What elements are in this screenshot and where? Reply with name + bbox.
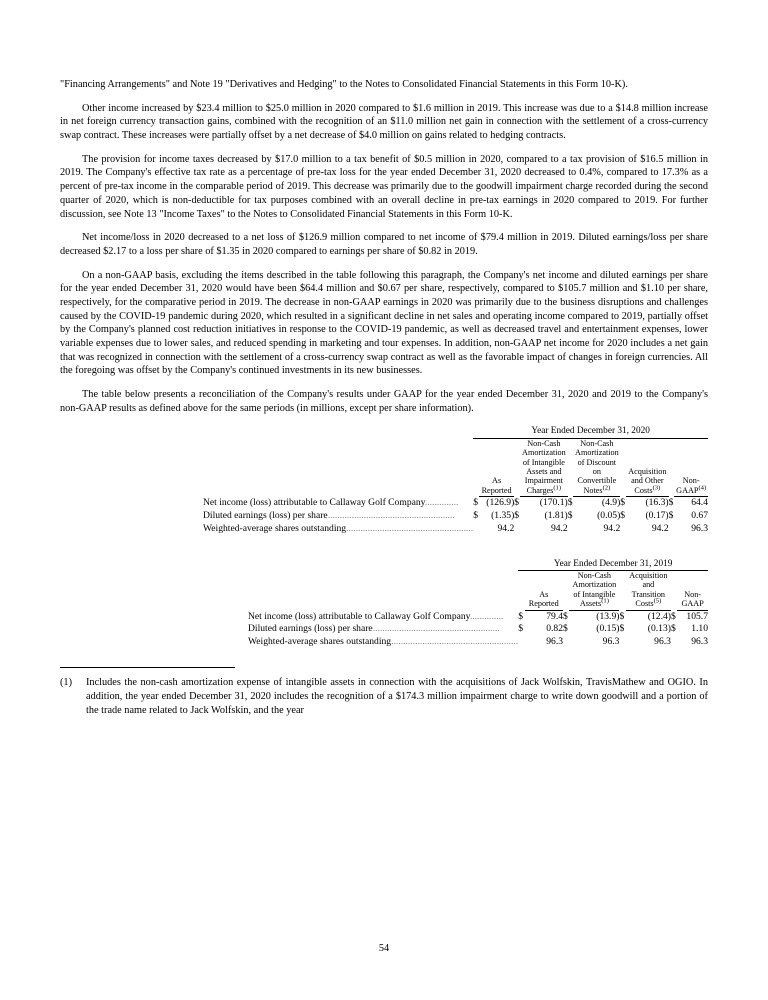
cell-value: 64.4 [691,497,708,509]
currency-symbol: $ [620,510,626,522]
currency-symbol: $ [668,497,674,509]
cell-value: (126.9) [486,497,515,509]
cell-value: (16.3) [645,497,669,509]
currency-symbol: $ [670,623,676,635]
cell-value: (0.13) [647,623,671,635]
currency-symbol: $ [473,510,479,522]
paragraph: The provision for income taxes decreased by $17.0 million to a tax benefit of $0.5 million in 2020, compared to a tax provision of $16.5 million in 2019. The Company's effective tax rate as a percentage of pre-tax loss for the year ended December 31, 2020 decreased to 0.4%, compared to 17.3% as a percent of pre-tax income in the comparable period of 2019. This decrease was primarily due to the goodwill impairment charge recorded during the second quarter of 2020, which is non-deductible for tax purposes combined with an overall decline in pre-tax earnings in 2020 compared to 2019. For further discussion, see Note 13 "Income Taxes" to the Notes to Consolidated Financial Statements in this Form 10-K. [60,153,708,220]
cell-value: (12.4) [647,610,671,622]
cell-value: 96.3 [602,636,620,648]
table-2020-column-header-row [203,438,708,497]
cell-value: 96.3 [691,636,708,648]
row-label: Diluted earnings (loss) per share..................................................... [203,510,455,522]
paragraph: "Financing Arrangements" and Note 19 "Derivatives and Hedging" to the Notes to Consolidated Financial Statements in this Form 10-K). [60,79,628,90]
col-header-noncash-amortization-discount: Non-Cash Amortization of Discount on Convertible Notes$^{(2)}$ [573,438,620,497]
table-row [203,497,708,510]
currency-symbol: $ [563,610,568,622]
table-row [203,510,708,523]
cell-value: (4.9) [601,497,621,509]
col-header-as-reported: As Reported [479,438,514,497]
footnote-text: Includes the non-cash amortization expense of intangible assets in connection with the acquisitions of Jack Wolfskin, TravisMathew and OGIO. In addition, the year ended December 31, 2020 includes the recognition of a $174.3 million impairment charge to write down goodwill and a portion of the trade name related to Jack Wolfskin, and the year [86,676,708,716]
paragraph: The table below presents a reconciliation of the Company's results under GAAP for the year ended December 31, 2020 and 2019 to the Company's non-GAAP results as defined above for the same periods (in millions, except per share information). [60,389,708,414]
cell-value: 94.2 [603,522,621,534]
table-2020-wrapper [203,425,708,535]
cell-value: (1.35) [491,510,515,522]
cell-value: 94.2 [550,522,568,534]
currency-symbol: $ [567,510,573,522]
footnote-marker: (1) [60,676,73,688]
cell-value: (1.81) [544,510,568,522]
row-label: Net income (loss) attributable to Callaway Golf Company.............. [248,610,504,622]
currency-symbol: $ [620,497,626,509]
table-2020-group-header-row [203,425,708,438]
reconciliation-tables [60,425,708,648]
footnote-divider [60,667,235,668]
col-header-as-reported: As Reported [525,570,564,610]
cell-value: 96.3 [691,522,708,534]
cell-value: 94.2 [497,522,515,534]
table-2019-column-header-row [248,570,708,610]
table-2019 [248,558,708,649]
table-2019-wrapper [248,558,708,649]
table-2020-group-header: Year Ended December 31, 2020 [473,425,708,438]
table-row [248,611,708,624]
cell-value: 96.3 [546,636,564,648]
table-row [248,623,708,636]
currency-symbol: $ [518,610,524,622]
cell-value: (0.17) [645,510,669,522]
cell-value: 0.82 [546,623,564,635]
row-label: Weighted-average shares outstanding..................................................... [203,522,474,534]
currency-symbol: $ [473,497,479,509]
paragraph: Other income increased by $23.4 million to $25.0 million in 2020 compared to $1.6 million in 2019. This increase was due to a $14.8 million increase in net foreign currency transaction gains, combined with the recognition of an $11.0 million net gain in connection with the settlement of a cross-currency swap contract. These increases were partially offset by a net decrease of $4.0 million on gains related to hedging contracts. [60,102,708,142]
currency-symbol: $ [563,623,568,635]
row-label: Net income (loss) attributable to Callaway Golf Company.............. [203,497,459,509]
table-row [203,523,708,536]
cell-value: 1.10 [691,623,708,635]
document-body [60,78,708,718]
paragraph: Net income/loss in 2020 decreased to a net loss of $126.9 million compared to net income of $79.4 million in 2019. Diluted earnings/loss per share decreased $2.17 to a loss per share of $1.35 in 2020 compared to earnings per share of $0.82 in 2019. [60,232,708,257]
table-2019-group-header-row [248,558,708,571]
currency-symbol: $ [619,610,625,622]
table-2019-group-header: Year Ended December 31, 2019 [518,558,708,571]
col-header-acquisition-transition-costs: Acquisition and Transition Costs$^{(5)}$ [626,570,671,610]
table-2020 [203,425,708,535]
cell-value: 105.7 [686,610,708,622]
row-label: Weighted-average shares outstanding..................................................... [248,636,519,648]
col-header-non-gaap: Non- GAAP$^{(4)}$ [674,438,708,497]
currency-symbol: $ [518,623,524,635]
currency-symbol: $ [670,610,676,622]
cell-value: (13.9) [596,610,620,622]
footnotes [60,676,708,718]
currency-symbol: $ [619,623,625,635]
col-header-noncash-amortization-intangibles: Non-Cash Amortization of Intangible Assets$^{(1)}$ [569,570,619,610]
col-header-non-gaap: Non- GAAP [677,570,708,610]
currency-symbol: $ [668,510,674,522]
cell-value: 96.3 [654,636,671,648]
table-row [248,636,708,649]
cell-value: (0.15) [596,623,620,635]
currency-symbol: $ [567,497,573,509]
cell-value: (0.05) [597,510,621,522]
col-header-acquisition-other-costs: Acquisition and Other Costs$^{(3)}$ [626,438,669,497]
cell-value: 0.67 [691,510,708,522]
cell-value: (170.1) [539,497,568,509]
cell-value: 79.4 [546,610,564,622]
paragraph: On a non-GAAP basis, excluding the items described in the table following this paragraph, the Company's net income and diluted earnings per share for the year ended December 31, 2020 would have been $64.4 million and $0.67 per share, respectively, compared to $105.7 million and $1.10 per share, respectively, for the comparative period in 2019. The decrease in non-GAAP earnings in 2020 was primarily due to the business disruptions and challenges caused by the COVID-19 pandemic during 2020, which resulted in a significant decline in net sales and operating income compared to 2019, partially offset by the Company's planned cost reduction initiatives in response to the COVID-19 pandemic, as well as decreased travel and entertainment expenses, lower variable expenses due to lower sales, and reduced spending in marketing and tour expenses. In addition, non-GAAP net income for 2020 includes a net gain that was recognized in connection with the settlement of a cross-currency swap contract as well as the favorable impact of changes in foreign currencies. All the foregoing was offset by the Company's continued investments in its new businesses. [60,269,708,377]
currency-symbol: $ [514,510,520,522]
row-label: Diluted earnings (loss) per share..................................................... [248,623,500,635]
currency-symbol: $ [514,497,520,509]
col-header-noncash-amortization-intangibles: Non-Cash Amortization of Intangible Assets and Impairment Charges$^{(1)}$ [520,438,568,497]
cell-value: 94.2 [651,522,669,534]
page-number: 54 [378,943,390,954]
footnote-1 [60,676,708,718]
